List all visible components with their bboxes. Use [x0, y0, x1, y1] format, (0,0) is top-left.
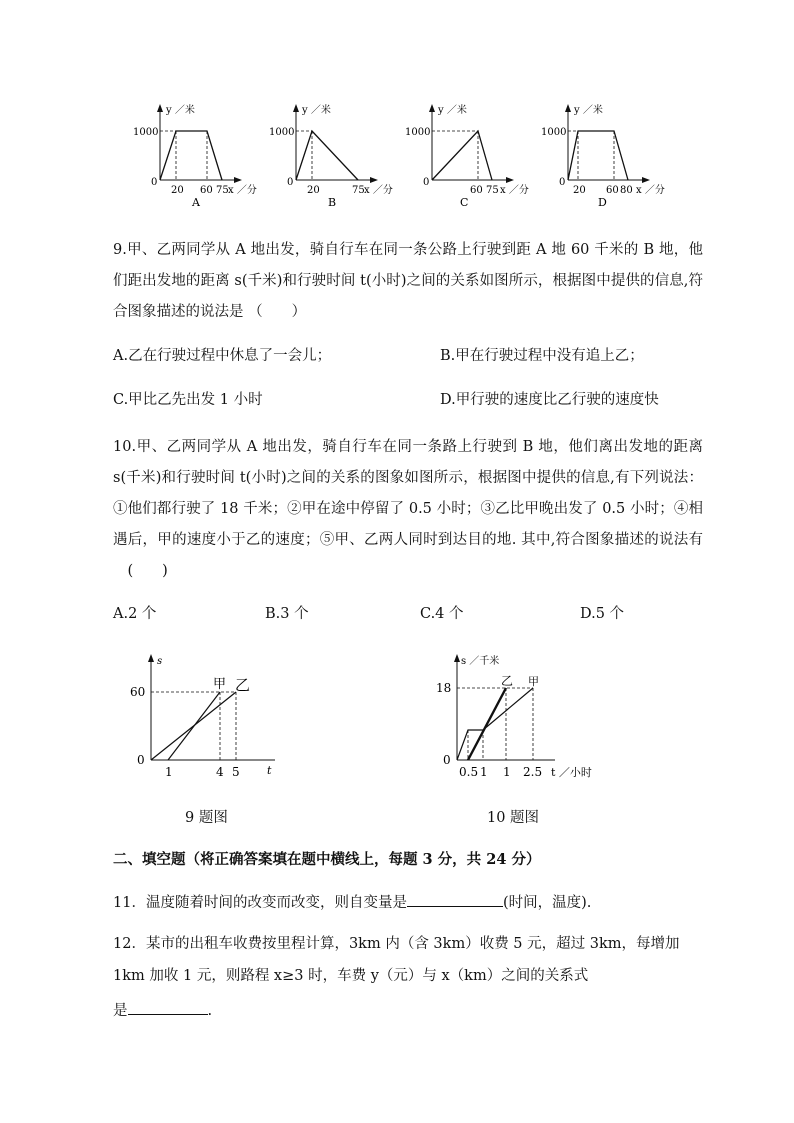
graph-d-y1000: 1000 — [541, 127, 567, 138]
graph-d-tick-0: 20 — [573, 185, 586, 196]
fig10-tick-1: 1 — [480, 765, 488, 779]
fig10-tick-0: 0.5 — [459, 765, 479, 779]
q9-option-b: B.甲在行驶过程中没有追上乙； — [440, 348, 644, 364]
q10-stem-text: 10.甲、乙两同学从 A 地出发，骑自行车在同一条路上行驶到 B 地，他们离出发地的距离 s(千米)和行驶时间 t(小时)之间的关系的图象如图所示，根据图中提供的信息,有下列说法：①他们都行驶了 18 千米；②甲在途中停留了 0.5 小时；③乙比甲晚出发了 0.5 小时；④相遇后，甲的速度小于乙的速度；⑤甲、乙两人同时到达目的地. 其中,符合图象描述的说法有 ( ) — [113, 439, 703, 579]
q12-line3 — [113, 998, 212, 1021]
fig10-y18: 18 — [436, 681, 452, 695]
q9-option-d: D.甲行驶的速度比乙行驶的速度快 — [440, 392, 659, 408]
graph-a-ylabel: y ／米 — [166, 105, 195, 116]
fig10-line-jia — [457, 688, 533, 760]
fig10-line-yi — [468, 688, 506, 760]
graph-c-xlabel: x ／分 — [500, 185, 529, 196]
fig10-tick-2: 1 — [503, 765, 511, 779]
q10-option-b: B.3 个 — [265, 606, 309, 622]
graph-a-tick-0: 20 — [171, 185, 184, 196]
figure-9 — [125, 650, 285, 780]
graph-b-caption: B — [328, 196, 337, 209]
graph-b-ylabel: y ／米 — [302, 105, 331, 116]
q12-line3-before: 是 — [113, 1003, 128, 1019]
graph-a-y1000: 1000 — [133, 127, 159, 138]
q10-option-a: A.2 个 — [113, 606, 157, 622]
q12-line3-after: . — [207, 1003, 213, 1019]
graph-d-tick-2: 80 — [620, 185, 633, 196]
q9-option-c: C.甲比乙先出发 1 小时 — [113, 392, 263, 408]
q9-option-a: A.乙在行驶过程中休息了一会儿； — [113, 348, 332, 364]
graph-a-xlabel: x ／分 — [228, 185, 257, 196]
graph-b — [269, 103, 393, 209]
fig9-label-jia: 甲 — [213, 677, 227, 692]
figure-10 — [435, 650, 600, 780]
fig9-tick-5: 5 — [232, 765, 240, 779]
top-graphs — [130, 100, 680, 210]
q10-option-d: D.5 个 — [580, 606, 625, 622]
q12-line1: 12．某市的出租车收费按里程计算，3km 内（含 3km）收费 5 元，超过 3km，每增加 — [113, 936, 680, 952]
graph-d-tick-1: 60 — [606, 185, 619, 196]
q12-answer-blank[interactable] — [128, 998, 208, 1015]
fig10-tick-3: 2.5 — [523, 765, 543, 779]
graph-d-caption: D — [598, 196, 607, 209]
section-2-title: 二、填空题（将正确答案填在题中横线上，每题 3 分，共 24 分） — [113, 851, 541, 868]
graph-d-xlabel: x ／分 — [636, 185, 665, 196]
q10-stem — [113, 432, 703, 587]
fig9-tick-1: 1 — [165, 765, 173, 779]
q9-stem-text: 9.甲、乙两同学从 A 地出发，骑自行车在同一条公路上行驶到距 A 地 60 千米的 B 地，他们距出发地的距离 s(千米)和行驶时间 t(小时)之间的关系如图所示，根据图中提供的信息,符合图象描述的说法是 （ ） — [113, 242, 703, 320]
graph-c-y1000: 1000 — [405, 127, 431, 138]
fig9-line-jia — [168, 692, 220, 760]
fig9-tick-4: 4 — [216, 765, 224, 779]
q11-before: 11．温度随着时间的改变而改变，则自变量是 — [113, 895, 407, 911]
graph-a-tick-2: 75 — [216, 185, 229, 196]
q11 — [113, 890, 591, 913]
q12-line2: 1km 加收 1 元，则路程 x≥3 时，车费 y（元）与 x（km）之间的关系式 — [113, 968, 589, 984]
fig10-origin: 0 — [443, 753, 451, 767]
graph-c-tick-1: 75 — [486, 185, 499, 196]
graph-a — [133, 103, 257, 209]
q11-after: (时间，温度). — [502, 895, 592, 911]
graph-a-caption: A — [192, 196, 200, 209]
fig9-y60: 60 — [130, 685, 146, 699]
graph-b-origin: 0 — [287, 177, 294, 188]
graph-b-y1000: 1000 — [269, 127, 295, 138]
fig9-label-yi: 乙 — [235, 676, 251, 694]
graph-d-origin: 0 — [559, 177, 566, 188]
graph-b-tick-1: 75 — [352, 185, 365, 196]
graph-d — [541, 103, 665, 209]
graph-c-tick-0: 60 — [470, 185, 483, 196]
fig9-caption: 9 题图 — [185, 810, 228, 826]
graph-c — [405, 103, 529, 209]
graph-d-ylabel: y ／米 — [574, 105, 603, 116]
fig10-ylabel: s ／千米 — [461, 656, 500, 667]
graph-b-xlabel: x ／分 — [364, 185, 393, 196]
fig10-label-yi: 乙 — [501, 674, 514, 688]
graph-a-tick-1: 60 — [200, 185, 213, 196]
fig10-xlabel: t ／小时 — [551, 766, 592, 779]
graph-b-tick-0: 20 — [307, 185, 320, 196]
q11-answer-blank[interactable] — [407, 890, 503, 907]
fig10-caption: 10 题图 — [487, 810, 540, 826]
graph-c-caption: C — [460, 196, 469, 209]
fig9-ylabel: s — [157, 656, 163, 667]
graph-c-origin: 0 — [423, 177, 430, 188]
q10-option-c: C.4 个 — [420, 606, 464, 622]
graph-c-ylabel: y ／米 — [438, 105, 467, 116]
fig9-origin: 0 — [137, 753, 145, 767]
fig10-label-jia: 甲 — [528, 675, 539, 688]
fig9-xlabel: t — [267, 764, 272, 777]
graph-a-origin: 0 — [151, 177, 158, 188]
q9-stem — [113, 235, 703, 328]
